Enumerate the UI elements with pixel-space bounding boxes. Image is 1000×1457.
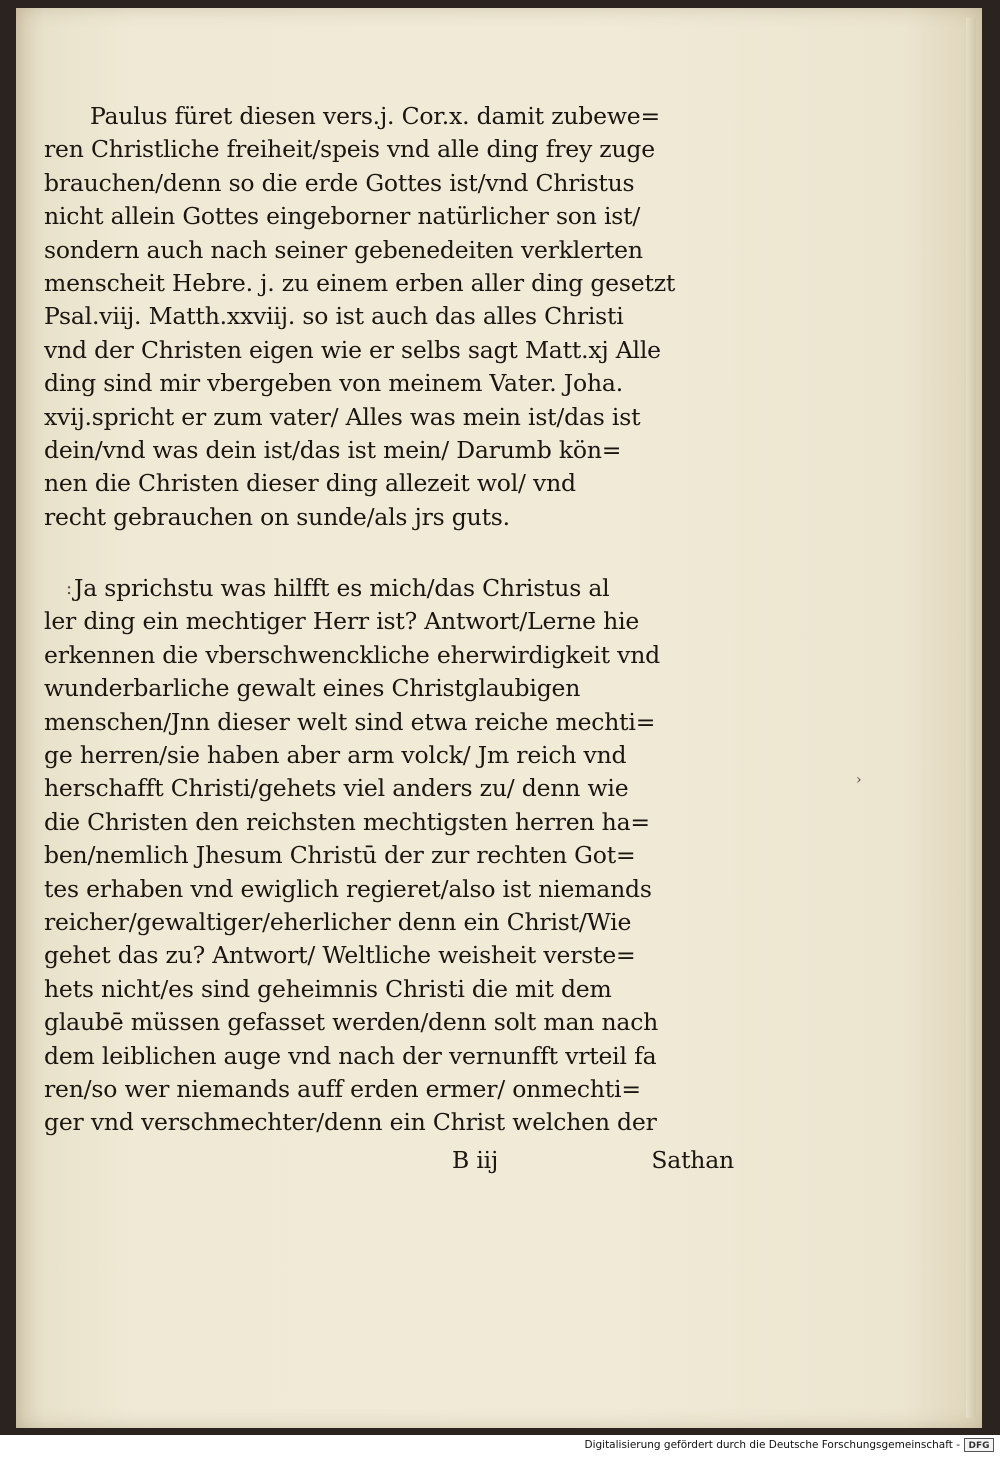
funding-notice: Digitalisierung gefördert durch die Deutsche Forschungsgemeinschaft - <box>584 1439 960 1451</box>
text-line: ler ding ein mechtiger Herr ist? Antwort/Lerne hie <box>44 607 640 636</box>
paragraph-2 <box>44 572 734 1140</box>
text-line: wunderbarliche gewalt eines Christglaubigen <box>44 674 581 703</box>
text-line: dein/vnd was dein ist/das ist mein/ Darumb kön= <box>44 435 622 464</box>
text-line: die Christen den reichsten mechtigsten herren ha= <box>44 807 650 836</box>
catchword: Sathan <box>651 1145 734 1174</box>
page-footer-line <box>44 1142 734 1178</box>
text-line: ger vnd verschmechter/denn ein Christ welchen der <box>44 1108 657 1137</box>
text-line: sondern auch nach seiner gebenedeiten verklerten <box>44 235 643 264</box>
text-line: dem leiblichen auge vnd nach der vernunfft vrteil fa <box>44 1041 657 1070</box>
text-line: menscheit Hebre. j. zu einem erben aller ding gesetzt <box>44 268 676 297</box>
text-line: xvij.spricht er zum vater/ Alles was mein ist/das ist <box>44 402 641 431</box>
text-line: herschafft Christi/gehets viel anders zu/ denn wie <box>44 774 629 803</box>
text-line: ding sind mir vbergeben von meinem Vater. Joha. <box>44 369 623 398</box>
paragraph-mark: : <box>66 578 72 600</box>
text-line: ren Christliche freiheit/speis vnd alle ding frey zuge <box>44 135 655 164</box>
text-line: Psal.viij. Matth.xxviij. so ist auch das alles Christi <box>44 302 624 331</box>
text-line: vnd der Christen eigen wie er selbs sagt Matt.xj Alle <box>44 335 661 364</box>
text-line-content: Ja sprichstu was hilfft es mich/das Christus al <box>74 574 610 603</box>
text-line: brauchen/denn so die erde Gottes ist/vnd Christus <box>44 168 635 197</box>
text-line: reicher/gewaltiger/eherlicher denn ein Christ/Wie <box>44 907 632 936</box>
text-line: ren/so wer niemands auff erden ermer/ onmechti= <box>44 1074 641 1103</box>
text-line: recht gebrauchen on sunde/als jrs guts. <box>44 502 510 531</box>
signature-mark: B iij <box>452 1145 499 1174</box>
page-edge <box>966 18 976 1418</box>
text-line: hets nicht/es sind geheimnis Christi die mit dem <box>44 974 612 1003</box>
text-line: ge herren/sie haben aber arm volck/ Jm reich vnd <box>44 741 627 770</box>
text-line: gehet das zu? Antwort/ Weltliche weisheit verste= <box>44 941 636 970</box>
stray-ink-mark: › <box>856 772 862 788</box>
text-line: glaubē müssen gefasset werden/denn solt man nach <box>44 1008 659 1037</box>
digitization-footer <box>0 1435 1000 1457</box>
text-line: nen die Christen dieser ding allezeit wol/ vnd <box>44 469 576 498</box>
text-line: menschen/Jnn dieser welt sind etwa reiche mechti= <box>44 707 656 736</box>
text-line: nicht allein Gottes eingeborner natürlicher son ist/ <box>44 202 641 231</box>
text-line <box>44 572 734 605</box>
dfg-logo-icon: DFG <box>964 1438 994 1452</box>
text-line: erkennen die vberschwenckliche eherwirdigkeit vnd <box>44 640 660 669</box>
text-line: ben/nemlich Jhesum Christū der zur rechten Got= <box>44 841 636 870</box>
text-line: tes erhaben vnd ewiglich regieret/also ist niemands <box>44 874 652 903</box>
page-text <box>44 100 734 1178</box>
paragraph-1 <box>44 100 734 534</box>
text-line: Paulus füret diesen vers.j. Cor.x. damit zubewe= <box>90 102 660 130</box>
